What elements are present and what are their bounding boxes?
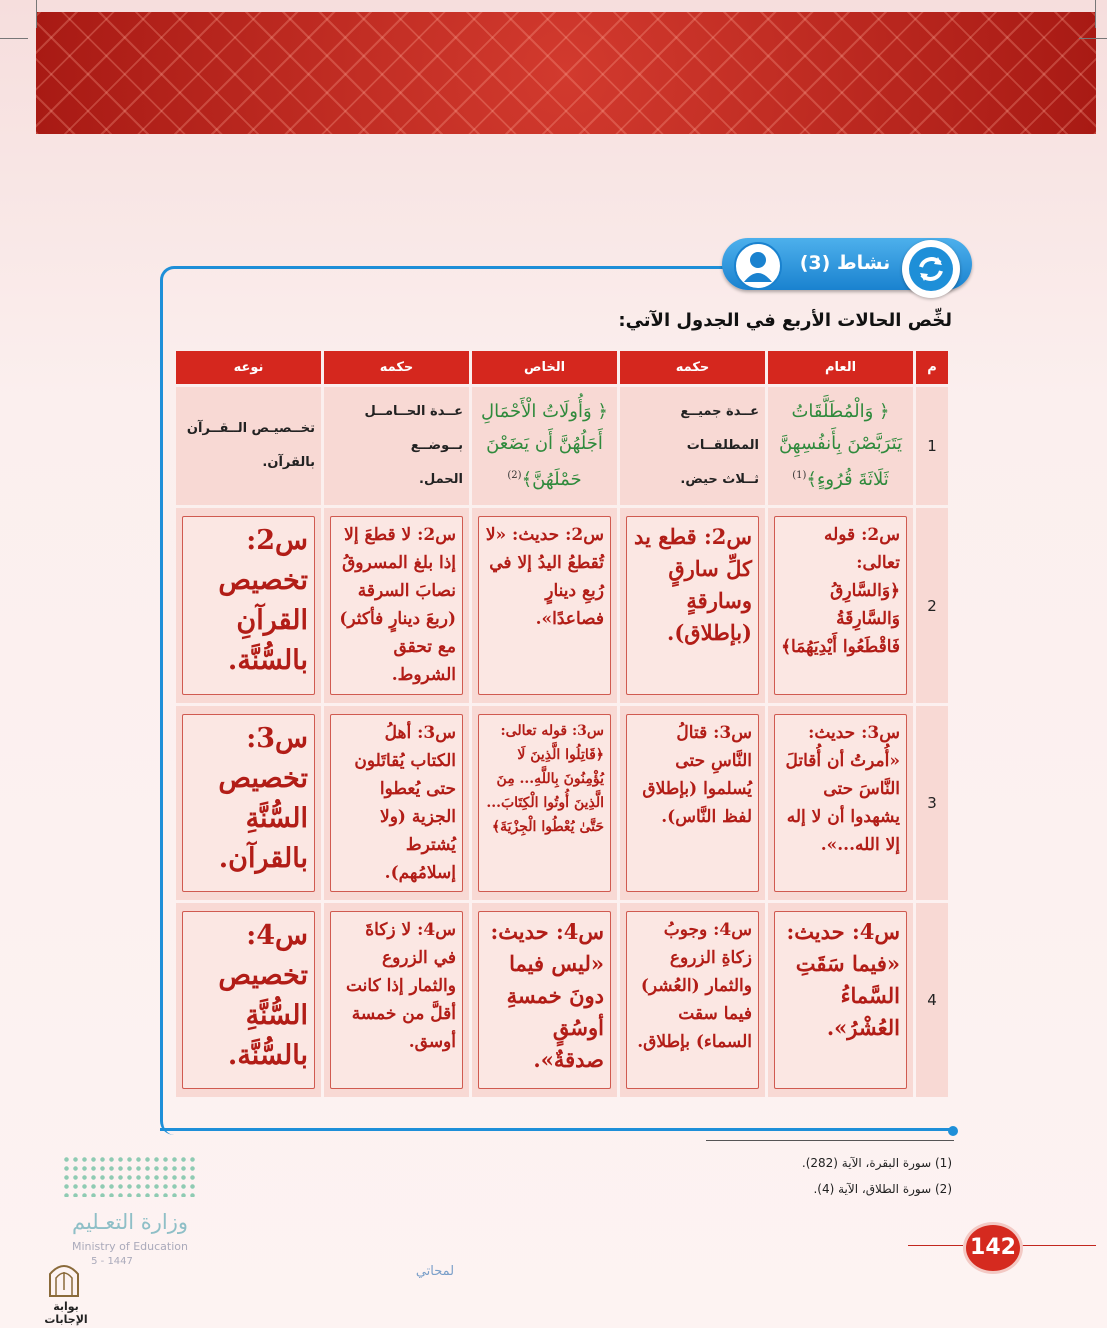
- general-rule-cell: [620, 706, 765, 901]
- answer-box: س4: حديث: «فيما سَقَتِ السَّماءُ العُشْرُ».: [774, 911, 907, 1089]
- frame-dot: [948, 1126, 958, 1136]
- table-header-row: [176, 351, 948, 384]
- footnote: (2) سورة الطلاق، الآية (4).: [813, 1182, 952, 1196]
- general-cell: [768, 508, 913, 703]
- specific-cell: [472, 706, 617, 901]
- table-row: [176, 387, 948, 505]
- footnote-ref: (2): [507, 470, 522, 482]
- answer-box: س4: لا زكاةَ في الزروع والثمار إذا كانت أقلَّ من خمسة أوسق.: [330, 911, 463, 1089]
- page-number: 142: [963, 1222, 1023, 1274]
- specific-rule-cell: [324, 706, 469, 901]
- ministry-logo-icon: [62, 1155, 196, 1197]
- type-cell: [176, 706, 321, 901]
- ministry-name-ar: وزارة التعـليم: [71, 1210, 189, 1234]
- cell-text: عــدة جميــع المطلقــات: [680, 404, 759, 454]
- activity-label: نشاط (3): [799, 252, 891, 274]
- col-header-number: م: [916, 351, 948, 384]
- verse-line: أَجَلُهُنَّ أَن يَضَعْنَ: [486, 433, 603, 455]
- table-row: [176, 903, 948, 1097]
- answer-box: س2: تخصيص القرآنِ بالسُّنَّة.: [182, 516, 315, 695]
- verse-line: ﴿ وَالْمُطَلَّقَاتُ: [791, 401, 890, 423]
- footnote-divider: [706, 1140, 954, 1141]
- type-cell: [176, 387, 321, 505]
- page-number-rule: [908, 1245, 963, 1246]
- verse-line: يَتَرَبَّصْنَ بِأَنفُسِهِنَّ: [778, 433, 903, 455]
- answer-box: س4: وجوبُ زكاةِ الزروع والثمار (العُشر) فيما سقت السماء) بإطلاق.: [626, 911, 759, 1089]
- signature-mark: لمحاتي: [415, 1264, 455, 1279]
- verse-line: ثَلَاثَةَ قُرُوءٍ﴾: [806, 469, 889, 491]
- activity-frame-bottom: [160, 1128, 955, 1131]
- refresh-icon: [902, 240, 960, 298]
- answer-box: س3: قوله تعالى: ﴿قَاتِلُوا الَّذِينَ لَا يُؤْمِنُونَ بِاللَّهِ... مِنَ الَّذِينَ أُوتُوا الْكِتَابَ... حَتَّىٰ يُعْطُوا الْجِزْيَةَ﴾: [478, 714, 611, 893]
- cell-text: عــدة الحــامــل بــوضــع: [364, 404, 463, 454]
- person-icon: [734, 242, 782, 290]
- answer-box: س4: حديث: «ليس فيما دونَ خمسةِ أوسُقٍ صدقةٌ».: [478, 911, 611, 1089]
- cell-text: بالقرآن.: [262, 455, 315, 471]
- portal-logo-icon: [46, 1258, 82, 1298]
- answer-box: س2: حديث: «لا تُقطعُ اليدُ إلا في رُبعِ دينارٍ فصاعدًا».: [478, 516, 611, 695]
- answer-box: س2: قوله تعالى: ﴿وَالسَّارِقُ وَالسَّارِقَةُ فَاقْطَعُوا أَيْدِيَهُمَا﴾: [774, 516, 907, 695]
- summary-table: [173, 348, 951, 1100]
- col-header-general: العام: [768, 351, 913, 384]
- general-cell: [768, 387, 913, 505]
- general-cell: [768, 903, 913, 1097]
- answer-box: س3: أهلُ الكتاب يُقاتَلون حتى يُعطوا الجزية (ولا يُشترط إسلامُهم).: [330, 714, 463, 893]
- type-cell: [176, 508, 321, 703]
- specific-cell: [472, 387, 617, 505]
- specific-cell: [472, 903, 617, 1097]
- crop-mark: [1095, 0, 1096, 28]
- portal-name: بوابة الإجابات: [44, 1300, 88, 1326]
- answer-box: س3: حديث: «أُمرتُ أن أُقاتلَ النَّاسَ حتى يشهدوا أن لا إله إلا الله...».: [774, 714, 907, 893]
- col-header-type: نوعه: [176, 351, 321, 384]
- answer-box: س4: تخصيص السُّنَّةِ بالسُّنَّة.: [182, 911, 315, 1089]
- general-rule-cell: [620, 387, 765, 505]
- row-number: 4: [916, 903, 948, 1097]
- row-number: 1: [916, 387, 948, 505]
- table-row: [176, 508, 948, 703]
- specific-rule-cell: [324, 387, 469, 505]
- ministry-name-en: Ministry of Education: [71, 1240, 188, 1253]
- decorative-banner: [36, 12, 1096, 134]
- crop-mark: [0, 38, 28, 39]
- row-number: 2: [916, 508, 948, 703]
- verse-line: ﴿ وَأُولَاتُ الْأَحْمَالِ: [481, 401, 608, 423]
- col-header-specific-rule: حكمه: [324, 351, 469, 384]
- crop-mark: [1079, 38, 1107, 39]
- verse-line: حَمْلَهُنَّ﴾: [521, 469, 582, 491]
- specific-rule-cell: [324, 508, 469, 703]
- footnote: (1) سورة البقرة، الآية (282).: [801, 1156, 952, 1170]
- answer-box: س3: قتالُ النَّاسِ حتى يُسلموا (بإطلاق لفظ النَّاس).: [626, 714, 759, 893]
- page-number-rule: [1020, 1245, 1096, 1246]
- cell-text: الحمل.: [419, 472, 463, 488]
- footnote-ref: (1): [792, 470, 807, 482]
- cell-text: ثــلاث حيض.: [680, 472, 759, 488]
- answer-box: س2: قطع يد كلِّ سارقٍ وسارقةٍ (بإطلاق).: [626, 516, 759, 695]
- ministry-year: 5 - 1447: [91, 1256, 133, 1267]
- type-cell: [176, 903, 321, 1097]
- specific-rule-cell: [324, 903, 469, 1097]
- answer-box: س2: لا قطعَ إلا إذا بلغ المسروقُ نصابَ السرقة (ربعَ دينارٍ فأكثر) مع تحقق الشروط.: [330, 516, 463, 695]
- crop-mark: [36, 0, 37, 28]
- general-rule-cell: [620, 903, 765, 1097]
- row-number: 3: [916, 706, 948, 901]
- col-header-general-rule: حكمه: [620, 351, 765, 384]
- general-cell: [768, 706, 913, 901]
- cell-text: تخــصيـص الــقــرآن: [186, 421, 315, 437]
- specific-cell: [472, 508, 617, 703]
- answer-box: س3: تخصيص السُّنَّةِ بالقرآن.: [182, 714, 315, 893]
- col-header-specific: الخاص: [472, 351, 617, 384]
- instruction-text: لخِّص الحالات الأربع في الجدول الآتي:: [618, 310, 952, 331]
- general-rule-cell: [620, 508, 765, 703]
- table-row: [176, 706, 948, 901]
